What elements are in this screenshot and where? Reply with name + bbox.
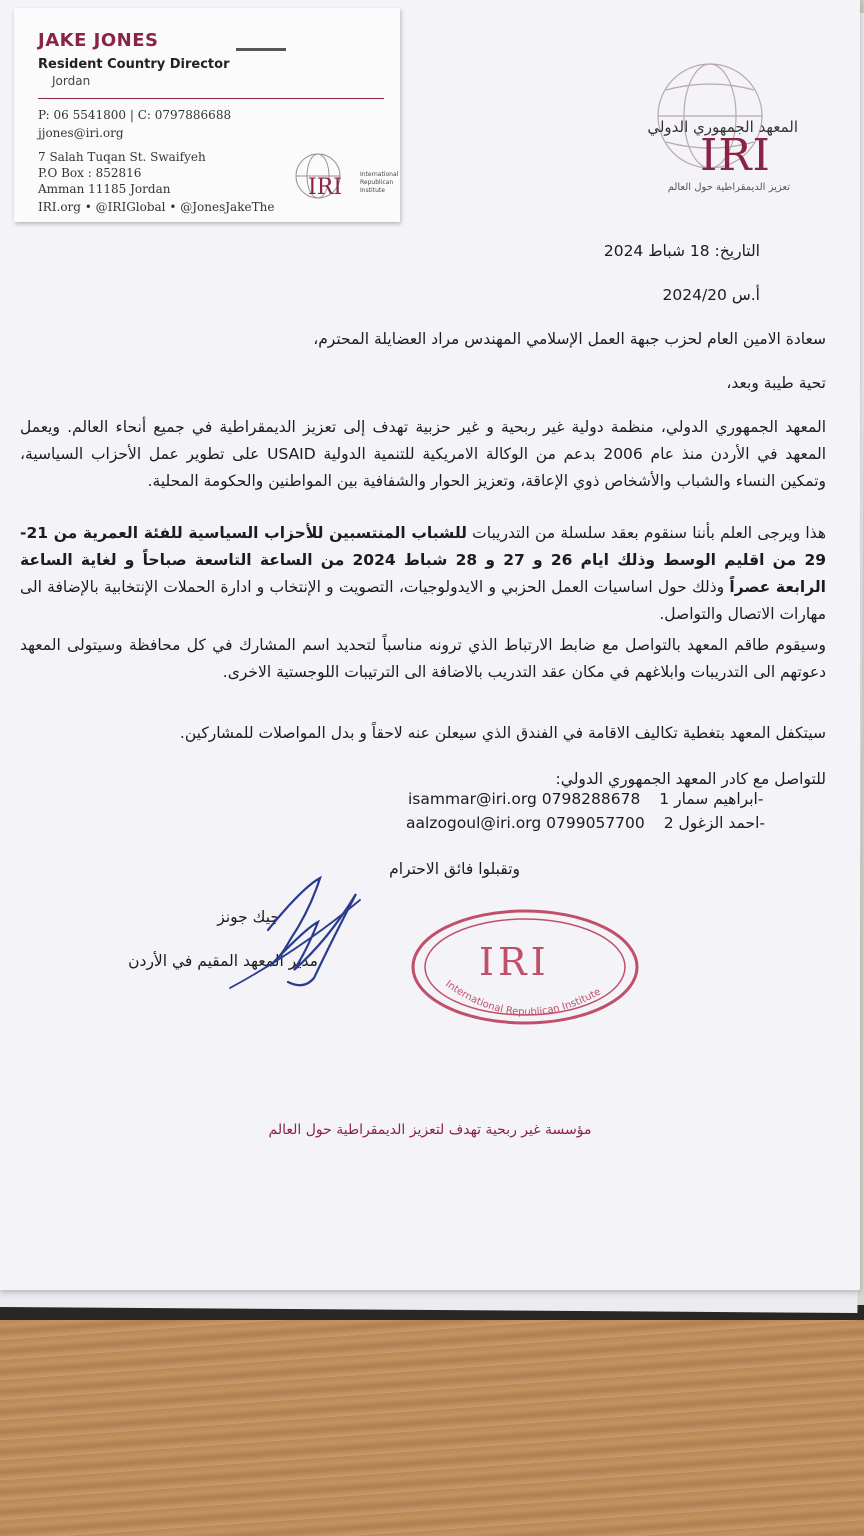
stamp-logo-text: IRI	[479, 940, 550, 984]
paragraph-training-topics: وذلك حول اساسيات العمل الحزبي و الايدولوجيات، التصويت و الإنتخاب و ادارة الحملات الإنتخابية بالإضافة الى مهارات الاتصال والتواصل.	[20, 578, 826, 624]
card-logo-caption: International	[360, 171, 399, 178]
contact-name: احمد الزغول	[678, 814, 760, 832]
card-iri-logo-icon	[292, 148, 402, 218]
contact-phone: 0799057700	[546, 814, 645, 832]
contact-number: 2-	[663, 814, 765, 832]
contact-phone: 0798288678	[541, 790, 641, 808]
card-logo-text: IRI	[308, 175, 342, 200]
contact-row	[408, 790, 763, 808]
closing: وتقبلوا فائق الاحترام	[389, 860, 520, 878]
card-title: Resident Country Director	[38, 57, 230, 72]
card-name: JAKE JONES	[38, 30, 159, 51]
card-email[interactable]: jjones@iri.org	[38, 126, 124, 140]
letter-recipient: سعادة الامين العام لحزب جبهة العمل الإسلامي المهندس مراد العضايلة المحترم،	[313, 330, 826, 348]
card-pen-mark	[236, 48, 286, 51]
iri-stamp-icon	[405, 905, 645, 1035]
contact-email[interactable]: isammar@iri.org	[408, 790, 537, 808]
signature-icon	[210, 870, 380, 995]
letterhead-logo-text: IRI	[700, 130, 771, 181]
letter-date: التاريخ: 18 شباط 2024	[603, 242, 760, 260]
card-city: Amman 11185 Jordan	[38, 182, 171, 196]
contact-name: ابراهيم سمار	[674, 790, 758, 808]
contact-email[interactable]: aalzogoul@iri.org	[406, 814, 542, 832]
card-divider	[38, 98, 384, 99]
card-phones: P: 06 5541800 | C: 0797886688	[38, 108, 232, 122]
contact-intro: للتواصل مع كادر المعهد الجمهوري الدولي:	[555, 770, 826, 788]
letter-reference: أ.س 2024/20	[662, 286, 760, 304]
card-logo-caption: Republican	[360, 179, 394, 186]
paragraph-costs: سيتكفل المعهد بتغطية تكاليف الاقامة في الفندق الذي سيعلن عنه لاحقاً و بدل المواصلات للمشاركين.	[179, 724, 826, 742]
footer-tagline: مؤسسة غير ربحية تهدف لتعزيز الديمقراطية حول العالم	[268, 1122, 592, 1138]
paragraph-intro: المعهد الجمهوري الدولي، منظمة دولية غير ربحية و غير حزبية تهدف إلى تعزيز الديمقراطية في جميع أنحاء العالم. ويعمل المعهد في الأردن منذ عام 2006 بدعم من الوكالة الامريكية للتنمية الدولية USAID على تطوير عمل الأحزاب السياسية، وتمكين النساء والشباب والأشخاص ذوي الإعاقة، وتعزيز الحوار والشفافية بين المواطنين والحكومة المحلية.	[20, 418, 826, 491]
card-street: 7 Salah Tuqan St. Swaifyeh	[38, 150, 206, 164]
contact-row	[406, 814, 765, 832]
paragraph-training-lead: هذا ويرجى العلم بأننا سنقوم بعقد سلسلة من التدريبات	[466, 524, 826, 542]
signer-title: مدير المعهد المقيم في الأردن	[128, 952, 318, 970]
card-social: IRI.org • @IRIGlobal • @JonesJakeThe	[38, 200, 275, 214]
letterhead-tagline: تعزيز الديمقراطية حول العالم	[667, 182, 790, 193]
card-country: Jordan	[52, 74, 91, 88]
paragraph-training	[20, 520, 826, 629]
paragraph-training-bold: للشباب المنتسبين للأحزاب السياسية للفئة العمرية من 21-29 من اقليم الوسط وذلك ايام 26 و 27 و 28 شباط 2024 من الساعة التاسعة صباحاً و لغاية الساعة الرابعة عصراً	[20, 524, 827, 597]
contact-number: 1-	[659, 790, 764, 808]
business-card	[14, 8, 400, 222]
letter-greeting: تحية طيبة وبعد،	[726, 374, 826, 392]
signer-name: جيك جونز	[217, 908, 280, 926]
wooden-desk	[0, 1320, 864, 1536]
stamp-ring-text: International Republican Institute	[443, 978, 603, 1019]
letterhead-arabic-name: المعهد الجمهوري الدولي	[647, 118, 798, 136]
card-pobox: P.O Box : 852816	[38, 166, 142, 180]
card-logo-caption: Institute	[360, 187, 385, 194]
paragraph-staff: وسيقوم طاقم المعهد بالتواصل مع ضابط الارتباط الذي ترونه مناسباً لتحديد اسم المشارك في كل محافظة وسيتولى المعهد دعوتهم الى التدريبات وابلاغهم في مكان عقد التدريب بالاضافة الى الترتيبات اللوجستية الاخرى.	[20, 636, 826, 682]
